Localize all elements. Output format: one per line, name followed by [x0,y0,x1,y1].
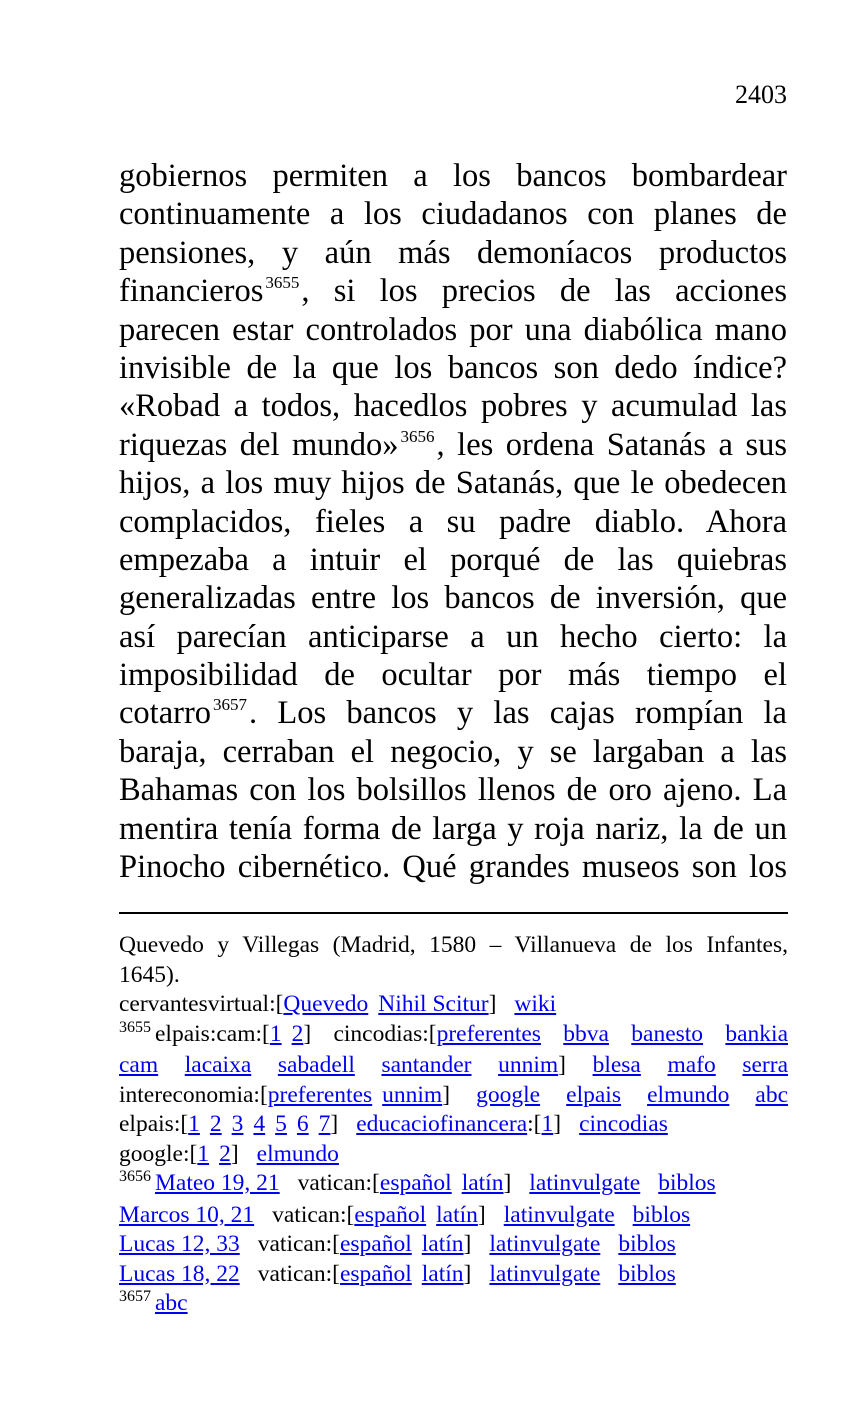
body-line: empezaba a intuir el porqué de las quiebras [119,541,787,578]
body-line: mentira tenía forma de larga y roja nariz, la de un [119,810,787,847]
bracket-close: ] [463,1231,472,1257]
body-line: «Robad a todos, hacedlos pobres y acumulad las [119,388,787,425]
footnote-number-3657: 3657 [119,1288,151,1305]
footnote-3655-line-5 [119,1140,788,1170]
link-cam-1[interactable]: 1 [269,1020,282,1047]
link-bbva[interactable]: bbva [563,1020,609,1047]
link-latinvulgate[interactable]: latinvulgate [489,1231,601,1257]
link-marcos[interactable]: Marcos 10, 21 [119,1201,255,1228]
bracket-open: :[ [527,1111,542,1137]
footnote-3655-line-2 [119,1051,788,1081]
footnote-3655-line-4 [119,1110,788,1140]
link-preferentes[interactable]: preferentes [436,1020,541,1047]
bracket-close: ] [488,991,497,1017]
body-line-text: . Los bancos y las cajas rompían la [249,695,787,732]
link-elpais-1[interactable]: 1 [188,1111,200,1137]
body-line: hijos, a los muy hijos de Satanás, que le obedecen [119,465,787,502]
body-line-text: cotarro [119,695,212,732]
footnote-number-3655: 3655 [119,1018,151,1036]
link-wiki[interactable]: wiki [514,991,557,1017]
bracket-close: ] [330,1111,339,1137]
link-lucas-12[interactable]: Lucas 12, 33 [119,1231,240,1257]
link-google[interactable]: google [476,1081,541,1108]
link-cincodias[interactable]: cincodias [579,1111,668,1137]
google-label: google:[ [119,1140,198,1167]
link-espanol[interactable]: español [339,1260,412,1287]
link-sabadell[interactable]: sabadell [277,1052,355,1078]
link-cam[interactable]: cam [119,1052,159,1078]
link-latinvulgate[interactable]: latinvulgate [503,1201,615,1228]
body-line: baraja, cerraban el negocio, y se largaban a las [119,733,787,770]
body-line [119,272,787,310]
link-mateo[interactable]: Mateo 19, 21 [155,1170,280,1196]
footnote-ref: 3656 [400,426,435,446]
link-latin[interactable]: latín [421,1231,464,1257]
vatican-label: vatican:[ [272,1201,355,1228]
body-line: pensiones, y aún más demoníacos productos [119,234,787,271]
footnote-3656-line-1 [119,1169,788,1201]
body-line-text: , les ordena Satanás a sus [436,426,788,463]
body-line [119,426,787,464]
cervantes-label: cervantesvirtual:[ [119,991,284,1017]
link-latin[interactable]: latín [421,1260,464,1287]
bracket-close: ] [230,1140,239,1167]
footnote-3657-line-1 [119,1289,788,1321]
link-biblos[interactable]: biblos [632,1201,691,1228]
footnote-ref: 3655 [265,273,300,293]
bracket-close: ] [463,1260,472,1287]
link-biblos[interactable]: biblos [618,1231,676,1257]
footnote-3656-line-3 [119,1230,788,1260]
elpais-cam-label: elpais:cam:[ [155,1020,270,1047]
bracket-close: ] [442,1081,451,1108]
footnote-carry-line-2: 1645). [119,961,180,988]
link-elpais-3[interactable]: 3 [231,1111,244,1137]
bracket-close: ] [477,1201,486,1228]
link-santander[interactable]: santander [381,1052,472,1078]
link-abc-2[interactable]: abc [155,1290,188,1316]
body-line: imposibilidad de ocultar por más tiempo el [119,657,787,694]
body-line: invisible de la que los bancos son dedo índice? [119,349,787,386]
link-blesa[interactable]: blesa [592,1052,641,1078]
link-espanol[interactable]: español [339,1231,412,1257]
link-banesto[interactable]: banesto [631,1020,704,1047]
link-lucas-18[interactable]: Lucas 18, 22 [119,1260,240,1287]
body-line [119,694,787,732]
bracket-close: ] [503,1170,512,1196]
link-biblos[interactable]: biblos [618,1260,676,1287]
intereconomia-label: intereconomia:[ [119,1081,268,1108]
link-elpais-4[interactable]: 4 [253,1111,266,1137]
bracket-close: ] [558,1052,566,1078]
link-espanol[interactable]: español [354,1201,427,1228]
link-cam-2[interactable]: 2 [291,1020,304,1047]
link-biblos[interactable]: biblos [658,1170,716,1196]
link-elpais-2[interactable]: 2 [209,1111,222,1137]
cincodias-label: ] cincodias:[ [303,1020,437,1047]
footnote-3656-line-4 [119,1260,788,1290]
link-bankia[interactable]: bankia [725,1020,789,1047]
link-elpais-6[interactable]: 6 [296,1111,309,1137]
body-line: complacidos, fieles a su padre diablo. Ahora [119,503,787,540]
link-lacaixa[interactable]: lacaixa [184,1052,252,1078]
link-latin[interactable]: latín [461,1170,504,1196]
body-line-text: financieros [119,273,264,310]
link-latin[interactable]: latín [436,1201,478,1228]
link-preferentes-2[interactable]: preferentes [267,1081,373,1108]
link-educaciofinancera[interactable]: educaciofinancera [356,1111,528,1137]
link-google-2[interactable]: 2 [219,1140,231,1167]
body-text [119,157,787,886]
body-line: parecen estar controlados por una diabólica mano [119,311,787,348]
link-elpais-5[interactable]: 5 [275,1111,287,1137]
footnote-3655-line-3 [119,1081,788,1111]
link-abc[interactable]: abc [755,1081,789,1108]
body-line-text: riquezas del mundo» [119,426,399,463]
vatican-label: vatican:[ [257,1231,340,1257]
body-line: continuamente a los ciudadanos con planes de [119,196,787,233]
link-elpais[interactable]: elpais [566,1081,621,1108]
link-elmundo-2[interactable]: elmundo [256,1140,339,1167]
vatican-label: vatican:[ [257,1260,340,1287]
bracket-close: ] [553,1111,562,1137]
body-line: gobiernos permiten a los bancos bombardear [119,158,787,194]
footnotes [119,931,788,1321]
body-line-text: , si los precios de las acciones [301,273,787,310]
body-line: Bahamas con los bolsillos llenos de oro ajeno. La [119,772,787,809]
link-google-1[interactable]: 1 [197,1140,210,1167]
link-unnim-2[interactable]: unnim [382,1081,443,1108]
footnote-3656-line-2 [119,1201,788,1231]
footnote-carry-line-1: Quevedo y Villegas (Madrid, 1580 – Villanueva de los Infantes, [119,932,788,958]
link-unnim[interactable]: unnim [498,1052,559,1078]
link-nihil-scitur[interactable]: Nihil Scitur [378,991,489,1017]
vatican-label: vatican:[ [297,1170,380,1196]
footnote-separator [119,912,788,914]
link-latinvulgate[interactable]: latinvulgate [529,1170,641,1196]
body-line: así parecían anticiparse a un hecho cierto: la [119,618,787,655]
page-number: 2403 [735,80,787,109]
link-espanol[interactable]: español [379,1170,452,1196]
body-line: generalizadas entre los bancos de inversión, que [119,580,787,617]
footnote-ref: 3657 [213,695,248,715]
link-educaciofinancera-1[interactable]: 1 [541,1111,554,1137]
link-elpais-7[interactable]: 7 [318,1111,331,1137]
footnote-number-3656: 3656 [119,1168,151,1185]
link-elmundo[interactable]: elmundo [647,1081,730,1108]
link-serra[interactable]: serra [742,1052,789,1078]
link-quevedo[interactable]: Quevedo [283,991,369,1017]
link-latinvulgate[interactable]: latinvulgate [489,1260,601,1287]
body-line: Pinocho cibernético. Qué grandes museos son los [119,849,787,886]
elpais-label: elpais:[ [119,1111,189,1137]
link-mafo[interactable]: mafo [667,1052,716,1078]
footnote-carry-links [119,990,788,1020]
footnote-3655-line-1 [119,1020,788,1052]
